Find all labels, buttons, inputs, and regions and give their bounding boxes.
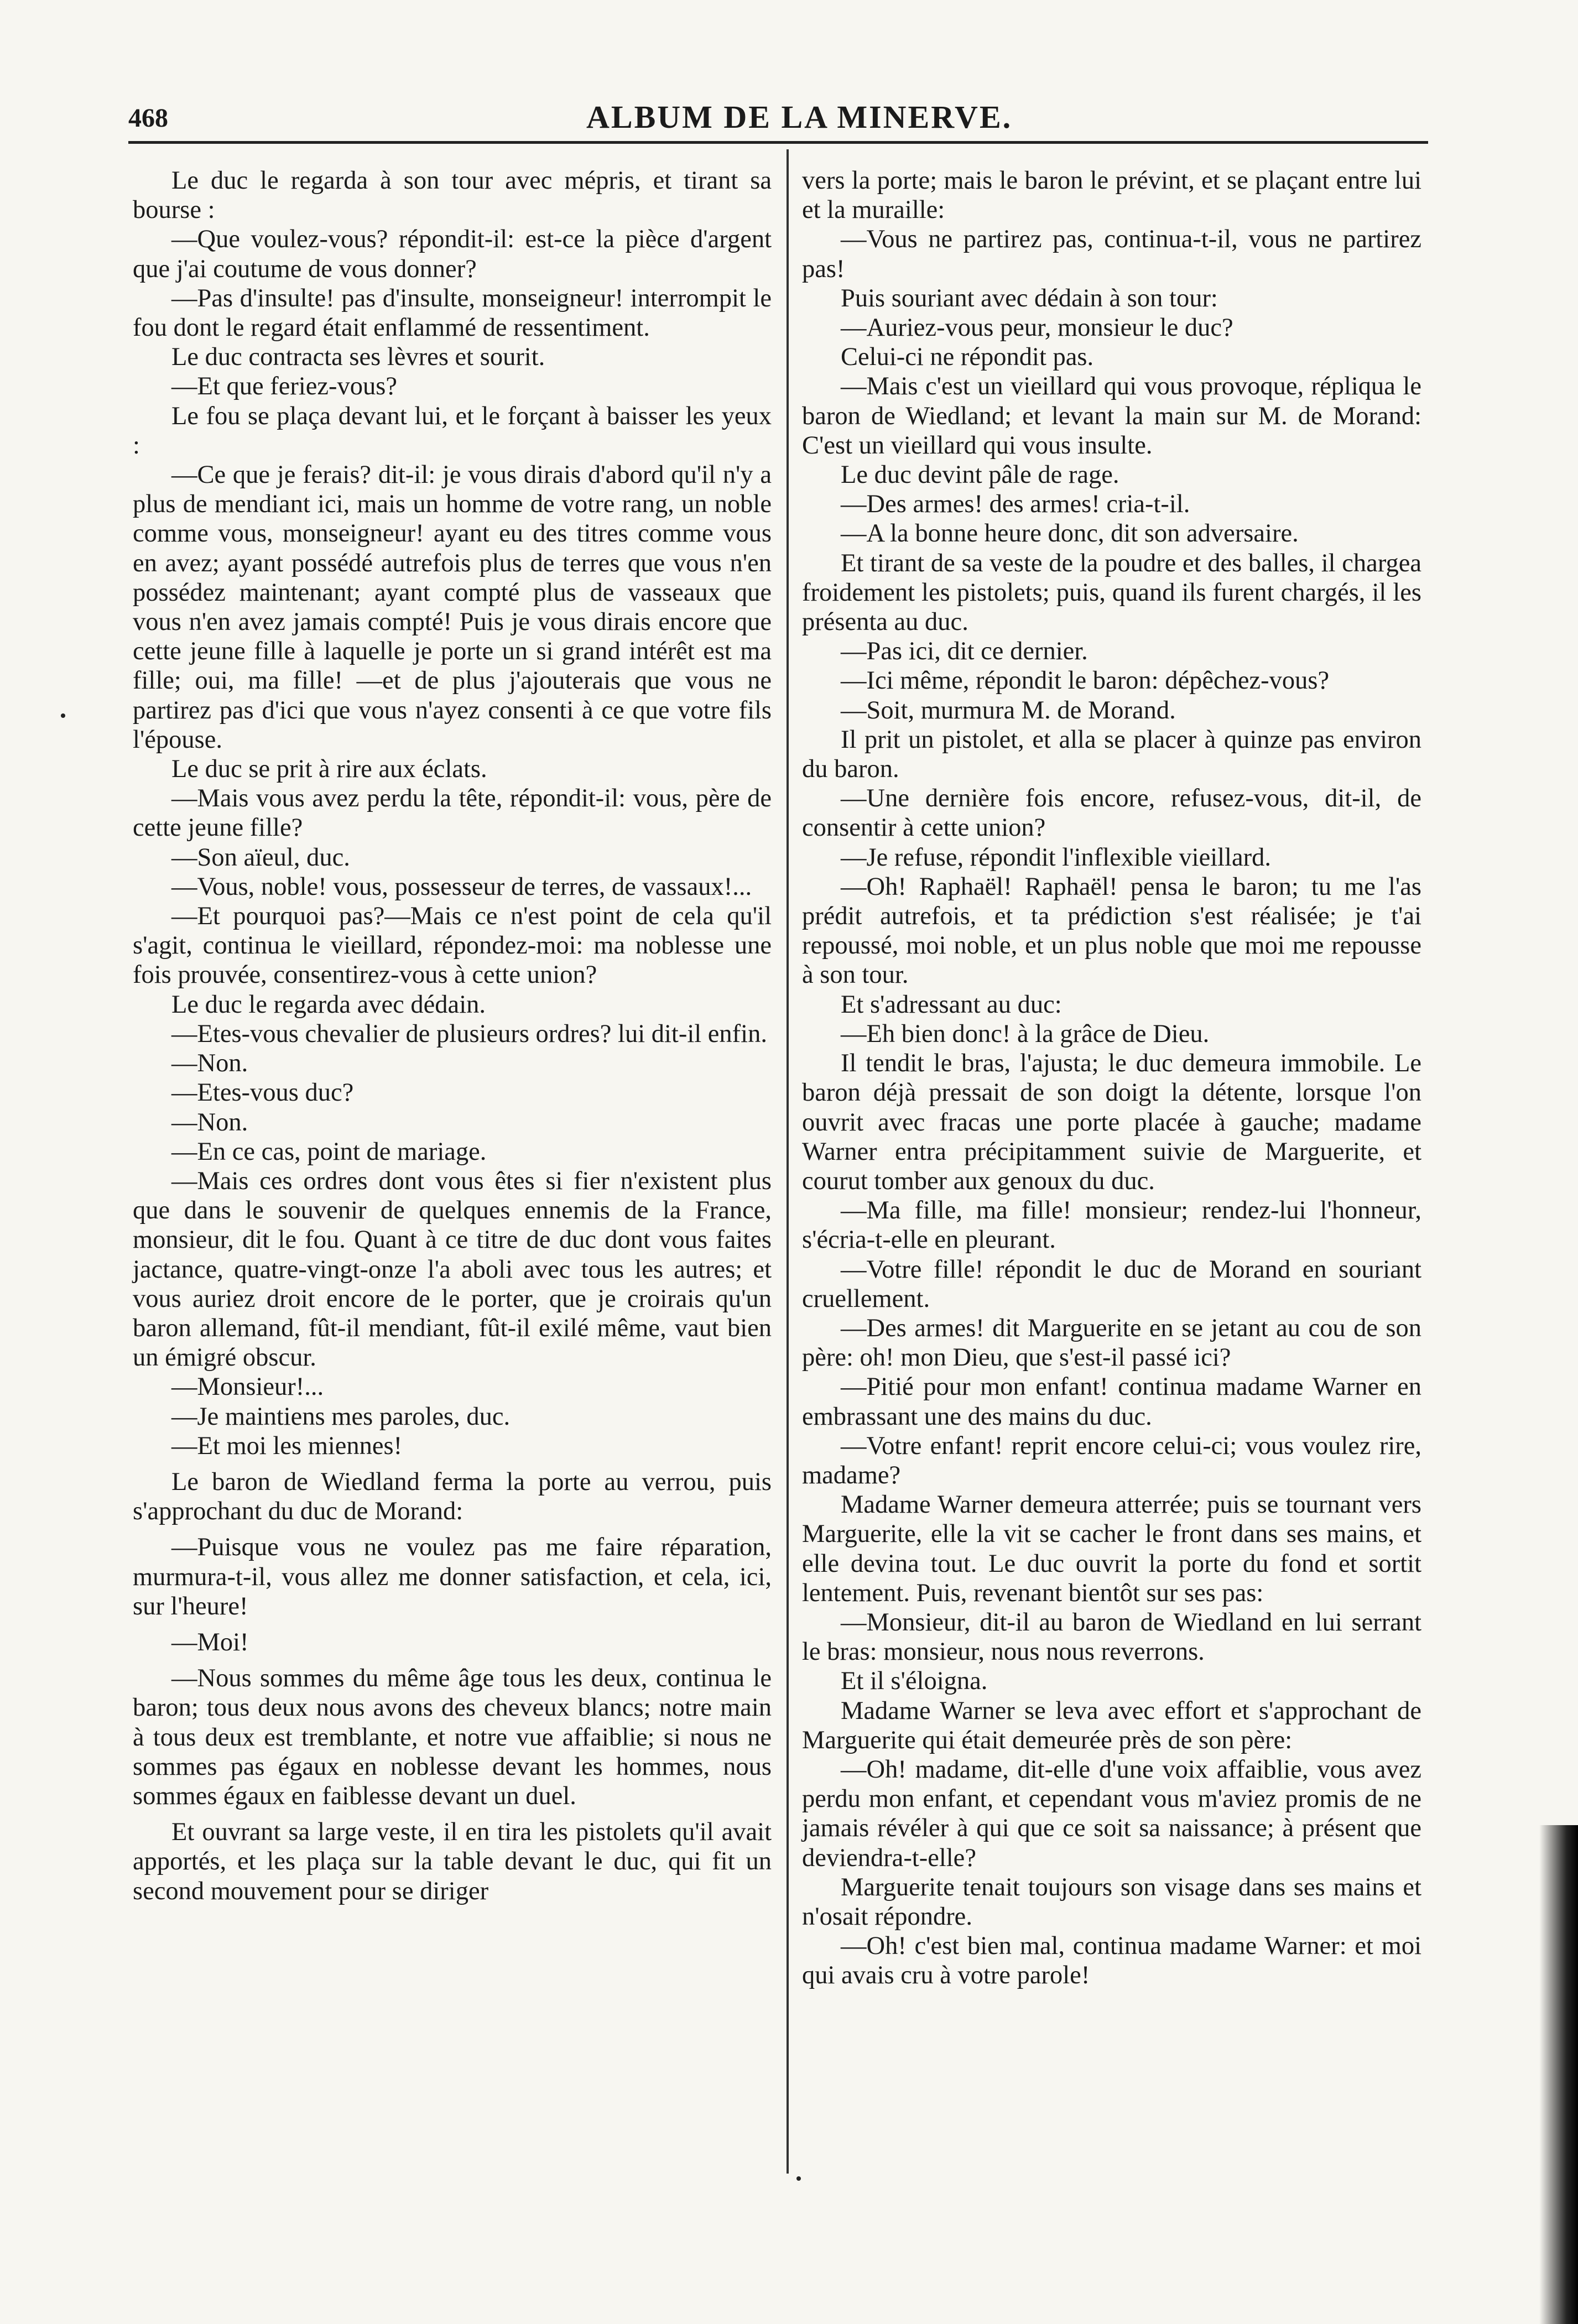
page-number: 468 xyxy=(128,103,168,133)
paragraph: —Son aïeul, duc. xyxy=(171,843,350,872)
paragraph: vers la porte; mais le baron le prévint, et se plaçant entre lui et la muraille: xyxy=(802,166,1421,225)
paragraph: —Et moi les miennes! xyxy=(171,1431,403,1460)
paragraph: —Pitié pour mon enfant! continua madame Warner en embrassant une des mains du duc. xyxy=(802,1373,1421,1431)
paragraph: —Des armes! des armes! cria-t-il. xyxy=(841,490,1190,519)
paragraph: —Non. xyxy=(171,1108,248,1137)
paragraph: —Nous sommes du même âge tous les deux, continua le baron; tous deux nous avons des cheveux blancs; notre main à tous deux est tremblante, et notre vue affaiblie; si nous ne sommes pas égaux en noblesse devant les hommes, nous sommes égaux en faiblesse devant un duel. xyxy=(133,1664,772,1810)
paragraph: Il prit un pistolet, et alla se placer à quinze pas environ du baron. xyxy=(802,725,1421,784)
paragraph: Le duc se prit à rire aux éclats. xyxy=(171,755,487,784)
paragraph: —Oh! Raphaël! Raphaël! pensa le baron; tu me l'as prédit autrefois, et ta prédiction s'est réalisée; je t'ai repoussé, moi noble, et un plus noble que moi me repousse à son tour. xyxy=(802,872,1421,989)
paragraph: —Mais vous avez perdu la tête, répondit-il: vous, père de cette jeune fille? xyxy=(133,784,772,842)
paragraph: —Vous ne partirez pas, continua-t-il, vous ne partirez pas! xyxy=(802,225,1421,283)
ink-speck xyxy=(61,713,65,718)
paragraph: Le duc devint pâle de rage. xyxy=(841,461,1119,489)
paragraph: Madame Warner demeura atterrée; puis se tournant vers Marguerite, elle la vit se cacher le front dans ses mains, et elle devina tout. Le duc ouvrit la porte du fond et sortit lentement. Puis, revenant bientôt sur ses pas: xyxy=(802,1491,1421,1607)
paragraph: —Mais c'est un vieillard qui vous provoque, répliqua le baron de Wiedland; et levant la main sur M. de Morand: C'est un vieillard qui vous insulte. xyxy=(802,372,1421,460)
paragraph: —Pas ici, dit ce dernier. xyxy=(841,637,1088,666)
paragraph: Et il s'éloigna. xyxy=(841,1667,988,1696)
paragraph: —Ce que je ferais? dit-il: je vous dirais d'abord qu'il n'y a plus de mendiant ici, mais un homme de votre rang, un noble comme vous, monseigneur! ayant eu des titres comme vous en avez; ayant possédé autrefois plus de terres que vous n'en possédez maintenant; ayant compté plus de vasseaux que vous n'en avez jamais compté! Puis je vous dirais encore que cette jeune fille à laquelle je porte un si grand intérêt est ma fille; oui, ma fille! —et de plus j'ajouterais que vous ne partirez pas d'ici que vous n'ayez consenti à ce que votre fils l'épouse. xyxy=(133,461,772,754)
paragraph: —Etes-vous duc? xyxy=(171,1078,354,1107)
paragraph: Madame Warner se leva avec effort et s'approchant de Marguerite qui était demeurée près de son père: xyxy=(802,1696,1421,1754)
paragraph: —Ma fille, ma fille! monsieur; rendez-lui l'honneur, s'écria-t-elle en pleurant. xyxy=(802,1196,1421,1254)
paragraph: Et s'adressant au duc: xyxy=(841,990,1062,1019)
paragraph: —Mais ces ordres dont vous êtes si fier n'existent plus que dans le souvenir de quelques ennemis de la France, monsieur, dit le fou. Quant à ce titre de duc dont vous faites jactance, quatre-vingt-onze l'a aboli avec tous les autres; et vous auriez droit encore de le porter, que je croirais qu'un baron allemand, fût-il mendiant, fût-il exilé même, vaut bien un émigré obscur. xyxy=(133,1166,772,1372)
paragraph: Puis souriant avec dédain à son tour: xyxy=(841,284,1218,312)
paragraph: Le duc le regarda à son tour avec mépris, et tirant sa bourse : xyxy=(133,166,772,225)
paragraph: —Oh! madame, dit-elle d'une voix affaiblie, vous avez perdu mon enfant, et cependant vous m'aviez promis de ne jamais révéler à qui que ce soit sa naissance; à présent que deviendra-t-elle? xyxy=(802,1755,1421,1872)
paragraph: —Je refuse, répondit l'inflexible vieillard. xyxy=(841,843,1271,872)
right-column xyxy=(802,166,1421,1990)
paragraph: Le baron de Wiedland ferma la porte au verrou, puis s'approchant du duc de Morand: xyxy=(133,1467,772,1526)
paragraph: —Puisque vous ne voulez pas me faire réparation, murmura-t-il, vous allez me donner satisfaction, et cela, ici, sur l'heure! xyxy=(133,1533,772,1620)
paragraph: —Et pourquoi pas?—Mais ce n'est point de cela qu'il s'agit, continua le vieillard, répondez-moi: ma noblesse une fois prouvée, consentirez-vous à cette union? xyxy=(133,902,772,989)
paragraph: —Eh bien donc! à la grâce de Dieu. xyxy=(841,1019,1210,1048)
paragraph: —Monsieur!... xyxy=(171,1373,324,1401)
paragraph: Marguerite tenait toujours son visage dans ses mains et n'osait répondre. xyxy=(802,1873,1421,1931)
paragraph: —Votre enfant! reprit encore celui-ci; vous voulez rire, madame? xyxy=(802,1431,1421,1489)
paragraph: —Etes-vous chevalier de plusieurs ordres? lui dit-il enfin. xyxy=(171,1019,767,1048)
ink-speck xyxy=(796,2176,801,2181)
paragraph: —Oh! c'est bien mal, continua madame Warner: et moi qui avais cru à votre parole! xyxy=(802,1932,1421,1990)
page-edge-shadow xyxy=(1539,1825,1578,2324)
paragraph: —Non. xyxy=(171,1049,248,1078)
paragraph: Le duc contracta ses lèvres et sourit. xyxy=(171,343,545,372)
paragraph: —Des armes! dit Marguerite en se jetant au cou de son père: oh! mon Dieu, que s'est-il passé ici? xyxy=(802,1314,1421,1372)
paragraph: Et tirant de sa veste de la poudre et des balles, il chargea froidement les pistolets; puis, quand ils furent chargés, il les présenta au duc. xyxy=(802,549,1421,637)
left-column xyxy=(133,166,772,1906)
paragraph: —Et que feriez-vous? xyxy=(171,372,397,401)
paragraph: —Votre fille! répondit le duc de Morand en souriant cruellement. xyxy=(802,1255,1421,1313)
paragraph: —Moi! xyxy=(171,1628,249,1656)
paragraph: —Monsieur, dit-il au baron de Wiedland en lui serrant le bras: monsieur, nous nous reverrons. xyxy=(802,1608,1421,1666)
paragraph: —Pas d'insulte! pas d'insulte, monseigneur! interrompit le fou dont le regard était enflammé de ressentiment. xyxy=(133,284,772,342)
header-rule xyxy=(128,141,1428,144)
paragraph: —Soit, murmura M. de Morand. xyxy=(841,696,1176,725)
paragraph: —Vous, noble! vous, possesseur de terres, de vassaux!... xyxy=(171,872,752,901)
paragraph: Celui-ci ne répondit pas. xyxy=(841,343,1094,372)
paragraph: —Que voulez-vous? répondit-il: est-ce la pièce d'argent que j'ai coutume de vous donner? xyxy=(133,225,772,283)
paragraph: Le duc le regarda avec dédain. xyxy=(171,990,486,1019)
paragraph: —Auriez-vous peur, monsieur le duc? xyxy=(841,314,1233,342)
paragraph: Et ouvrant sa large veste, il en tira les pistolets qu'il avait apportés, et les plaça sur la table devant le duc, qui fit un second mouvement pour se diriger xyxy=(133,1818,772,1905)
paragraph: —Une dernière fois encore, refusez-vous, dit-il, de consentir à cette union? xyxy=(802,784,1421,842)
paragraph: —En ce cas, point de mariage. xyxy=(171,1137,487,1166)
column-divider xyxy=(787,149,789,2174)
paragraph: —Je maintiens mes paroles, duc. xyxy=(171,1402,511,1431)
running-title: ALBUM DE LA MINERVE. xyxy=(586,99,1013,135)
paragraph: —A la bonne heure donc, dit son adversaire. xyxy=(841,519,1299,548)
paragraph: Il tendit le bras, l'ajusta; le duc demeura immobile. Le baron déjà pressait de son doigt la détente, lorsque l'on ouvrit avec fracas une porte placée à gauche; madame Warner entra précipitamment suivie de Marguerite, et courut tomber aux genoux du duc. xyxy=(802,1049,1421,1195)
paragraph: Le fou se plaça devant lui, et le forçant à baisser les yeux : xyxy=(133,402,772,460)
paragraph: —Ici même, répondit le baron: dépêchez-vous? xyxy=(841,666,1330,695)
